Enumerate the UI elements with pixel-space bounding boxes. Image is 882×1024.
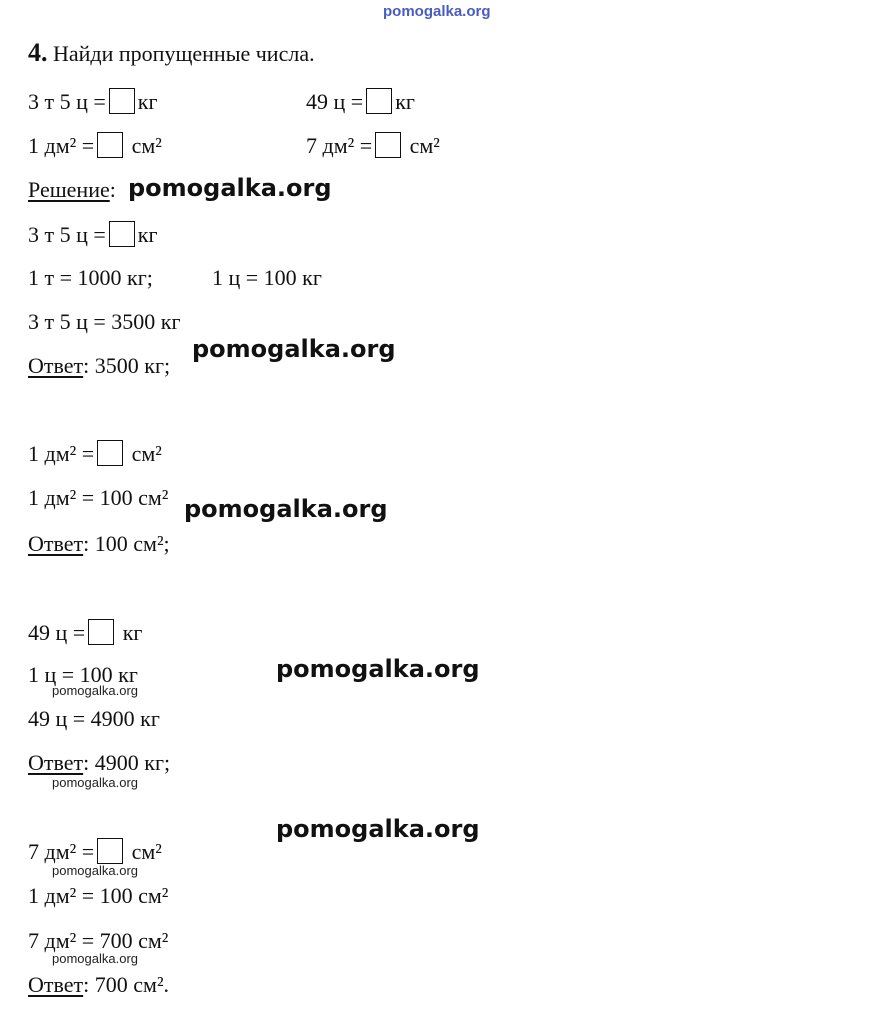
problem-1 [28,88,158,115]
solution-label: Решение [28,177,110,202]
problem-1-left: 3 т 5 ц = [28,89,106,114]
solution-heading [28,177,116,203]
problem-2 [306,88,415,115]
problem-3-left: 1 дм² = [28,133,95,158]
watermark-small: pomogalka.org [52,863,138,878]
answer-label: Ответ [28,972,84,997]
watermark-small: pomogalka.org [52,775,138,790]
sol1-eq-unit: кг [137,222,158,247]
sol2-eq-left: 1 дм² = [28,441,95,466]
sol1-fact-2: 1 ц = 100 кг [212,265,322,290]
sol4-answer [28,972,169,998]
sol1-equation [28,221,158,248]
problem-4-unit: см² [409,133,440,158]
task-header [28,40,315,67]
sol3-answer-value: : 4900 кг; [83,750,171,775]
sol1-eq-left: 3 т 5 ц = [28,222,106,247]
watermark: pomogalka.org [128,174,332,202]
answer-box [97,838,123,864]
answer-box [109,88,135,114]
sol1-result: 3 т 5 ц = 3500 кг [28,309,181,334]
sol2-fact: 1 дм² = 100 см² [28,485,169,510]
sol2-eq-unit: см² [131,441,162,466]
sol1-fact-1: 1 т = 1000 кг; [28,265,153,290]
sol3-answer [28,750,170,776]
sol4-eq-left: 7 дм² = [28,839,95,864]
sol2-equation [28,440,162,467]
watermark: pomogalka.org [276,655,480,683]
answer-box [366,88,392,114]
answer-box [375,132,401,158]
sol2-answer [28,531,170,557]
problem-2-unit: кг [395,89,415,114]
watermark: pomogalka.org [192,335,396,363]
sol3-equation [28,619,142,646]
sol1-answer-value: : 3500 кг; [83,353,171,378]
problem-3 [28,132,162,159]
answer-box [97,440,123,466]
watermark: pomogalka.org [276,815,480,843]
watermark-small: pomogalka.org [52,683,138,698]
problem-4-left: 7 дм² = [306,133,373,158]
sol1-answer [28,353,170,379]
answer-label: Ответ [28,531,84,556]
problem-3-unit: см² [131,133,162,158]
watermark-small: pomogalka.org [52,951,138,966]
sol4-result: 7 дм² = 700 см² [28,928,169,953]
watermark-top: pomogalka.org [383,3,491,20]
sol4-answer-value: : 700 см². [83,972,170,997]
watermark: pomogalka.org [184,495,388,523]
sol4-equation [28,838,162,865]
sol3-eq-left: 49 ц = [28,620,86,645]
sol3-fact: 1 ц = 100 кг [28,662,138,687]
sol3-result: 49 ц = 4900 кг [28,706,160,731]
problem-4 [306,132,440,159]
task-title: Найди пропущенные числа. [53,41,315,66]
sol4-fact: 1 дм² = 100 см² [28,883,169,908]
problem-1-unit: кг [137,89,158,114]
answer-box [109,221,135,247]
answer-label: Ответ [28,750,84,775]
problem-2-left: 49 ц = [306,89,364,114]
task-number: 4. [28,38,48,67]
answer-box [88,619,114,645]
sol2-answer-value: : 100 см²; [83,531,170,556]
solution-colon: : [109,177,116,202]
sol4-eq-unit: см² [131,839,162,864]
sol3-eq-unit: кг [122,620,143,645]
answer-box [97,132,123,158]
answer-label: Ответ [28,353,84,378]
